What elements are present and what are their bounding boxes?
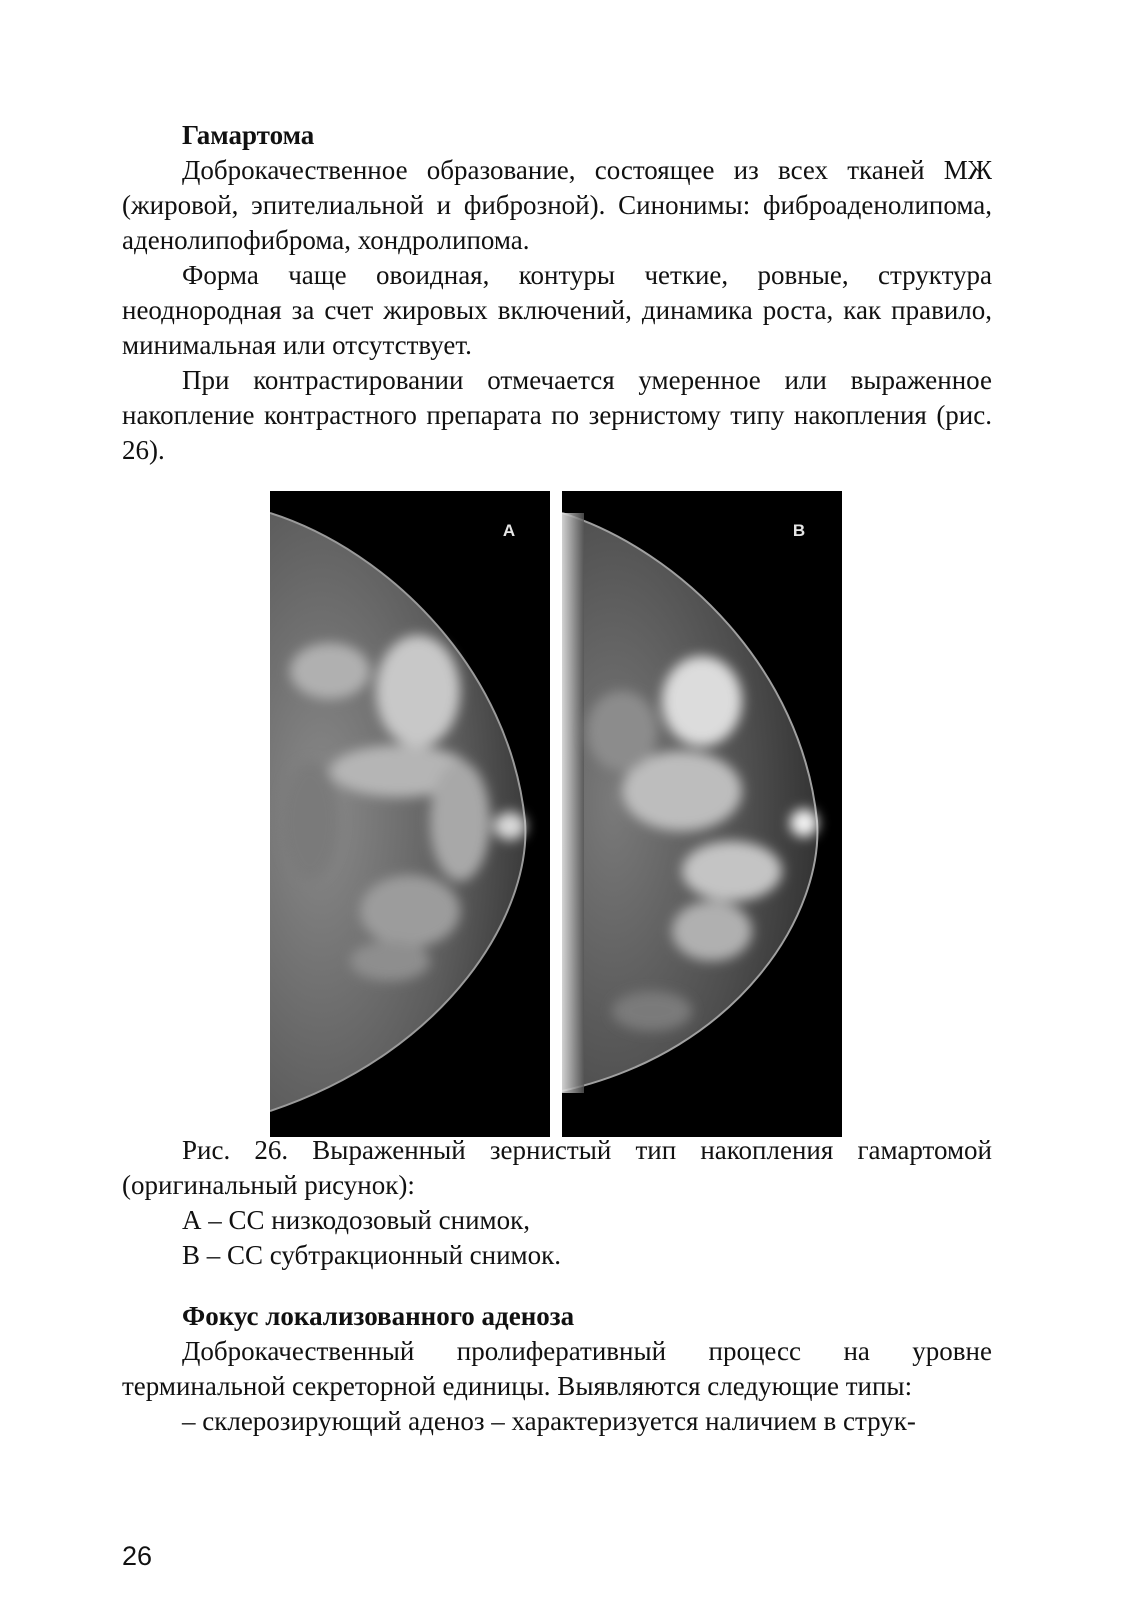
figure-caption [122, 1133, 992, 1273]
section-heading-hamartoma: Гамартома [182, 120, 315, 150]
caption-item-a: А – СС низкодозовый снимок, [182, 1205, 530, 1235]
section-heading-adenosis: Фокус локализованного аденоза [182, 1301, 575, 1331]
page-number: 26 [122, 1541, 153, 1571]
mammogram-image-a [270, 491, 550, 1137]
caption-main: Рис. 26. Выраженный зернистый тип накопления гамартомой (оригинальный рисунок): [122, 1135, 992, 1200]
paragraph-sclerosing-adenosis: – склерозирующий аденоз – характеризуется наличием в струк- [182, 1406, 916, 1436]
mammogram-panel-a [270, 491, 550, 1137]
section-body-hamartoma [122, 153, 992, 468]
mammogram-image-b [562, 491, 842, 1137]
paragraph-definition: Доброкачественное образование, состоящее из всех тканей МЖ (жировой, эпителиальной и фиброзной). Синонимы: фиброаденолипома, аденолипофиброма, хондролипома. [122, 155, 992, 255]
mammogram-panel-b [562, 491, 842, 1137]
paragraph-shape: Форма чаще овоидная, контуры четкие, ровные, структура неоднородная за счет жировых включений, динамика роста, как правило, минимальная или отсутствует. [122, 260, 992, 360]
caption-item-b: В – СС субтракционный снимок. [182, 1240, 561, 1270]
paragraph-adenosis-definition: Доброкачественный пролиферативный процесс на уровне терминальной секреторной единицы. Выявляются следующие типы: [122, 1336, 992, 1401]
panel-label-a: A [502, 521, 516, 540]
panel-label-b: B [792, 521, 806, 540]
chest-wall-edge-b [562, 513, 584, 1093]
section-body-adenosis [122, 1334, 992, 1439]
paragraph-contrast: При контрастировании отмечается умеренное или выраженное накопление контрастного препарата по зернистому типу накопления (рис. 26). [122, 365, 992, 465]
